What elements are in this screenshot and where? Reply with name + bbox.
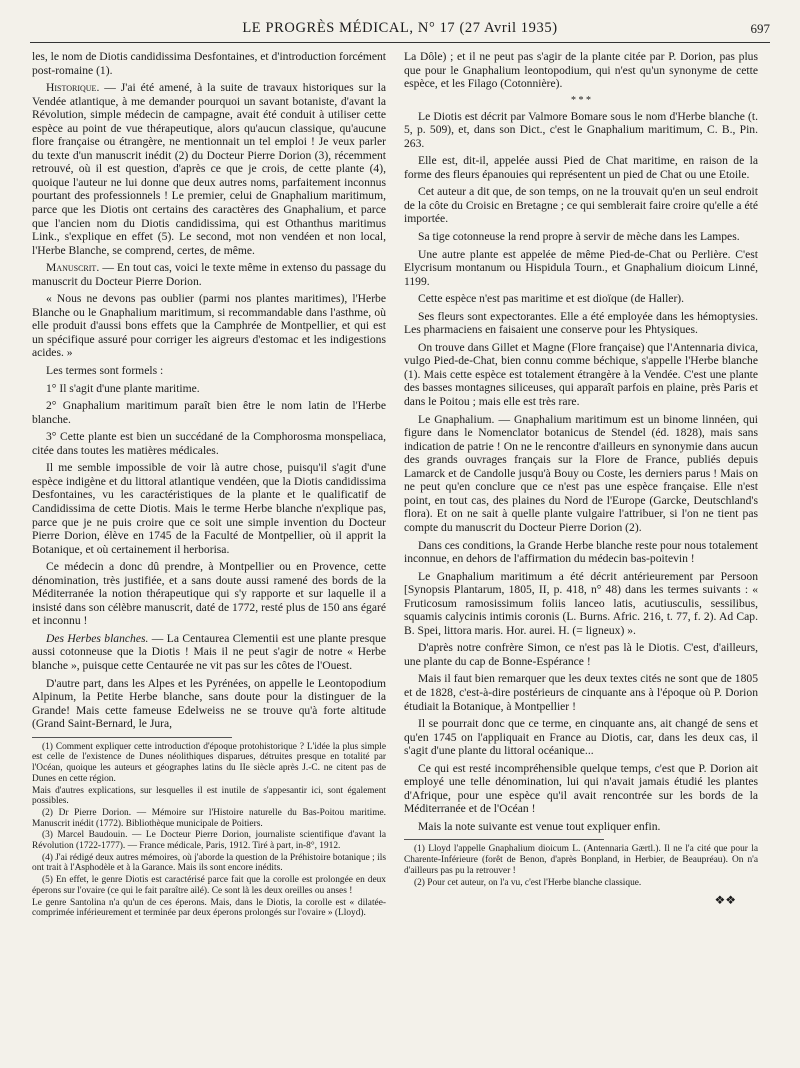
footnote-divider xyxy=(404,839,604,840)
paragraph: Cet auteur a dit que, de son temps, on ne la trouvait qu'en un seul endroit de la côte du Croisic en Bretagne ; ce qui semblerait faire croire qu'elle a été importée. xyxy=(404,185,758,226)
paragraph: Ce qui est resté incompréhensible quelque temps, c'est que P. Dorion ait employé une telle dénomination, lui qui n'avait jamais étudié les plantes d'Afrique, pour une espèce qu'il avait rencontrée sur les bords de la Méditerranée et de l'Océan ! xyxy=(404,761,758,816)
paragraph: Ses fleurs sont expectorantes. Elle a été employée dans les hémoptysies. Les pharmaciens en faisaient une conserve pour les Phtysiques. xyxy=(404,309,758,337)
paragraph: Dans ces conditions, la Grande Herbe blanche reste pour nous totalement inconnue, en dehors de l'affirmation du médecin bas-poitevin ! xyxy=(404,538,758,566)
paragraph-herbes-blanches xyxy=(32,632,386,673)
footnote: Le genre Santolina n'a qu'un de ces éperons. Mais, dans le Diotis, la corolle est « dilatée-comprimée inférieurement et terminée par deux éperons prolongés sur l'ovaire » (Lloyd). xyxy=(32,897,386,919)
paragraph: Mais la note suivante est venue tout expliquer enfin. xyxy=(418,819,661,833)
paragraph-manuscrit xyxy=(32,261,386,288)
footnotes-left xyxy=(32,742,386,919)
paragraph-historique xyxy=(32,81,386,257)
paragraph: D'autre part, dans les Alpes et les Pyrénées, on appelle le Leontopodium Alpinum, la Petite Herbe blanche, sans doute pour la distinguer de la Grande! Mais cette fameuse Edelweiss ne se trouve qu'à forte altitude (Grand Saint-Bernard, le Jura, xyxy=(32,676,386,731)
footnote: (5) En effet, le genre Diotis est caractérisé parce fait que la corolle est prolongée en deux éperons sur l'ovaire (ce qui le fait paraître ailé). Ce sont là les deux oreilles ou anses ! xyxy=(32,875,386,896)
list-item: 1° Il s'agit d'une plante maritime. xyxy=(46,381,200,395)
paragraph: Une autre plante est appelée de même Pied-de-Chat ou Perlière. C'est Elycrisum montanum ou Hispidula Tourn., et Gnaphalium dioicum Linné, 1199. xyxy=(404,247,758,288)
section-heading: Des Herbes blanches. xyxy=(46,631,149,645)
quotation: « Nous ne devons pas oublier (parmi nos plantes maritimes), l'Herbe Blanche ou le Gnaphalium maritimum, si recommandable dans l'asthme, où elle produit d'aussi bons effets que la Camphrée de Montpellier, et qui est un spécifique assuré pour corriger les aigreurs d'estomac et les indigestions acides. » xyxy=(32,292,386,360)
paragraph: Le Gnaphalium maritimum a été décrit antérieurement par Persoon [Synopsis Plantarum, 1805, II, p. 418, n° 48) dans les termes suivants : « Fruticosum ramosissimum foliis lanceo latis, acutiusculis, sessilibus, squamis calycinis intimis coronis (L. Burns. Afric. 216, t. 77, f. 2). Ad Cap. B. Spei, littora maris. Hor. aurei. H. (= ligneux) ». xyxy=(404,569,758,637)
paragraph: La Dôle) ; et il ne peut pas s'agir de la plante citée par P. Dorion, pas plus que pour le Gnaphalium leontopodium, qui n'est qu'un synonyme de cette espèce, et les Filago (Cotonnière). xyxy=(404,50,758,91)
section-heading: Manuscrit. xyxy=(46,261,100,275)
paragraph: Il se pourrait donc que ce terme, en cinquante ans, ait changé de sens et qu'en 1745 on l'appliquait en France au Diotis, car, dans les deux cas, il s'agit d'une plante du littoral océanique... xyxy=(404,717,758,758)
right-column xyxy=(404,50,758,908)
paragraph: Mais il faut bien remarquer que les deux textes cités ne sont que de 1805 et de 1828, c'est-à-dire postérieurs de cinquante ans à l'époque où P. Dorion étudiait la Botanique, à Montpellier ! xyxy=(404,672,758,713)
running-header xyxy=(30,20,770,43)
paragraph: Sa tige cotonneuse la rend propre à servir de mèche dans les Lampes. xyxy=(418,230,740,244)
footnotes-right xyxy=(404,844,758,888)
left-column xyxy=(32,50,386,920)
paragraph: les, le nom de Diotis candidissima Desfontaines, et d'introduction forcément post-romaine (1). xyxy=(32,50,387,77)
page-number: 697 xyxy=(750,21,770,36)
section-separator: * * * xyxy=(571,94,591,106)
end-ornament: ❖❖ xyxy=(714,893,736,908)
paragraph-text: — En tout cas, voici le texte même in extenso du passage du manuscrit du Docteur Pierre Dorion. xyxy=(32,261,386,288)
list-item: 2° Gnaphalium maritimum paraît bien être le nom latin de l'Herbe blanche. xyxy=(32,399,386,426)
list-item: 3° Cette plante est bien un succédané de la Comphorosma monspeliaca, citée dans toutes les matières médicales. xyxy=(32,430,386,457)
footnote-divider xyxy=(32,737,232,738)
footnote: (2) Pour cet auteur, on l'a vu, c'est l'Herbe blanche classique. xyxy=(414,877,642,888)
journal-title: LE PROGRÈS MÉDICAL, N° 17 (27 Avril 1935) xyxy=(242,20,558,36)
paragraph: Cette espèce n'est pas maritime et est dioïque (de Haller). xyxy=(418,292,685,306)
section-heading: Historique. xyxy=(46,81,100,95)
paragraph-text: — La Centaurea Clementii est une plante presque aussi cotonneuse que la Diotis ! Mais il ne peut s'agir de notre « Herbe blanche », puisque cette Centaurée ne vit pas sur les côtes de l'Ouest. xyxy=(32,631,386,672)
footnote: (1) Lloyd l'appelle Gnaphalium dioicum L. (Antennaria Gærtl.). Il ne l'a cité que pour la Charente-Inférieure (forêt de Benon, d'après Bonpland, in Herbier, de Beaupréau). On n'a d'ailleurs pas pu la retrouver ! xyxy=(404,844,758,876)
footnote: (4) J'ai rédigé deux autres mémoires, où j'aborde la question de la Préhistoire botanique ; ils ont trait à l'Asphodèle et à la Garance. Mais ils sont encore inédits. xyxy=(32,852,386,874)
paragraph: On trouve dans Gillet et Magne (Flore française) que l'Antennaria divica, vulgo Pied-de-Chat, bien connu comme béchique, s'appelle l'Herbe blanche (1). Mais cette espèce est totalement étrangère à la Vendée. C'est une plante des basses montagnes siliceuses, qui apparaît parfois en plaine, près Paris et dans le Poitou ; mais elle est très rare. xyxy=(404,340,758,409)
paragraph: Le Gnaphalium. — Gnaphalium maritimum est un binome linnéen, qui figure dans le Nomenclator botanicus de Stendel (éd. 1828), mais sans indication de patrie ! On ne le rencontre d'ailleurs en synonymie dans aucun des grands ouvrages français sur la Flore de France, publiés depuis Lamarck et de Candolle jusqu'à Bouy ou Coste, les derniers parus ! Mais on ne peut qu'en conclure que ce n'est pas une espèce française. Elle n'est point, en tout cas, des plaines du Nord de l'Europe (Garcke, Deutschland's flora). Et on ne sait à quelle plante vulgaire l'attribuer, si l'on ne tient pas compte du manuscrit du Docteur Pierre Dorion (2). xyxy=(404,412,758,534)
paragraph-text: — J'ai été amené, à la suite de travaux historiques sur la Vendée atlantique, à me demander pourquoi un savant botaniste, d'avant la Révolution, simple médecin de campagne, avait été conduit à utiliser cette espèce au point de vue thérapeutique, alors qu'aucun classique, qu'aucune flore française ou étrangère, ne mentionnait un tel emploi ! Je veux parler du texte d'un manuscrit inédit (2) du Docteur Pierre Dorion (3), récemment retrouvé, où il est question, d'après ce que je crois, de cette plante (4), quoique l'auteur ne lui donne que deux autres noms, parfaitement inconnus pourtant des professionnels ! Le premier, celui de Gnaphalium maritimum, parce que les Diotis ont certains des caractères des Gnaphalium, et parce que l'ancien nom du Diotis candidissima, qui est Othanthus maritimus Link., s'explique en effet (5). Le second, mot non vendéen et non local, l'Herbe Blanche, se comprend, certes, de même. xyxy=(32,81,386,257)
paragraph: Il me semble impossible de voir là autre chose, puisqu'il s'agit d'une espèce indigène et du littoral atlantique vendéen, que la Diotis candidissima Desfontaines, vu les caractéristiques de la plante et le qualificatif de Candidissima de cette Diotis. Mais le terme Herbe blanche n'explique pas, parce que je ne puis croire que ce soit une simple invention du Docteur Pierre Dorion, élève en 1745 de la Faculté de Montpellier, où il apprit la Botanique, et où certainement il herborisa. xyxy=(32,461,386,556)
paragraph: D'après notre confrère Simon, ce n'est pas là le Diotis. C'est, d'ailleurs, une plante du cap de Bonne-Espérance ! xyxy=(404,641,758,668)
paragraph: Les termes sont formels : xyxy=(46,364,164,378)
footnote: (3) Marcel Baudouin. — Le Docteur Pierre Dorion, journaliste scientifique d'avant la Révolution (1722-1777). — France médicale, Paris, 1912. Tiré à part, in-8°, 1912. xyxy=(32,830,386,852)
paragraph: Ce médecin a donc dû prendre, à Montpellier ou en Provence, cette dénomination, très justifiée, et a sans doute aussi ramené des bords de la Méditerranée la notion thérapeutique qui s'y rapporte et sur laquelle il a insisté dans son célèbre manuscrit, daté de 1772, resté plus de 150 ans égaré et inconnu ! xyxy=(32,560,386,628)
paragraph: Elle est, dit-il, appelée aussi Pied de Chat maritime, en raison de la forme des fleurs épanouies qui représentent un pied de Chat ou une Etoile. xyxy=(404,154,758,181)
paragraph: Le Diotis est décrit par Valmore Bomare sous le nom d'Herbe blanche (t. 5, p. 509), et, dans son Dict., c'est le Gnaphalium maritimum, C. B., Pin. 263. xyxy=(404,109,758,150)
footnote: (2) Dr Pierre Dorion. — Mémoire sur l'Histoire naturelle du Bas-Poitou maritime. Manuscrit inédit (1772). Bibliothèque municipale de Poitiers. xyxy=(32,807,386,829)
footnote: (1) Comment expliquer cette introduction d'époque protohistorique ? L'idée la plus simple est celle de l'existence de Dunes néolithiques disparues, détruites presque en totalité par l'Océan, quoique les auteurs et géographes latins du IIe siècle après J.-C. ne citent pas de Dunes en cette région. xyxy=(32,741,386,784)
footnote: Mais d'autres explications, sur lesquelles il est inutile de s'appesantir ici, sont également possibles. xyxy=(32,785,386,807)
